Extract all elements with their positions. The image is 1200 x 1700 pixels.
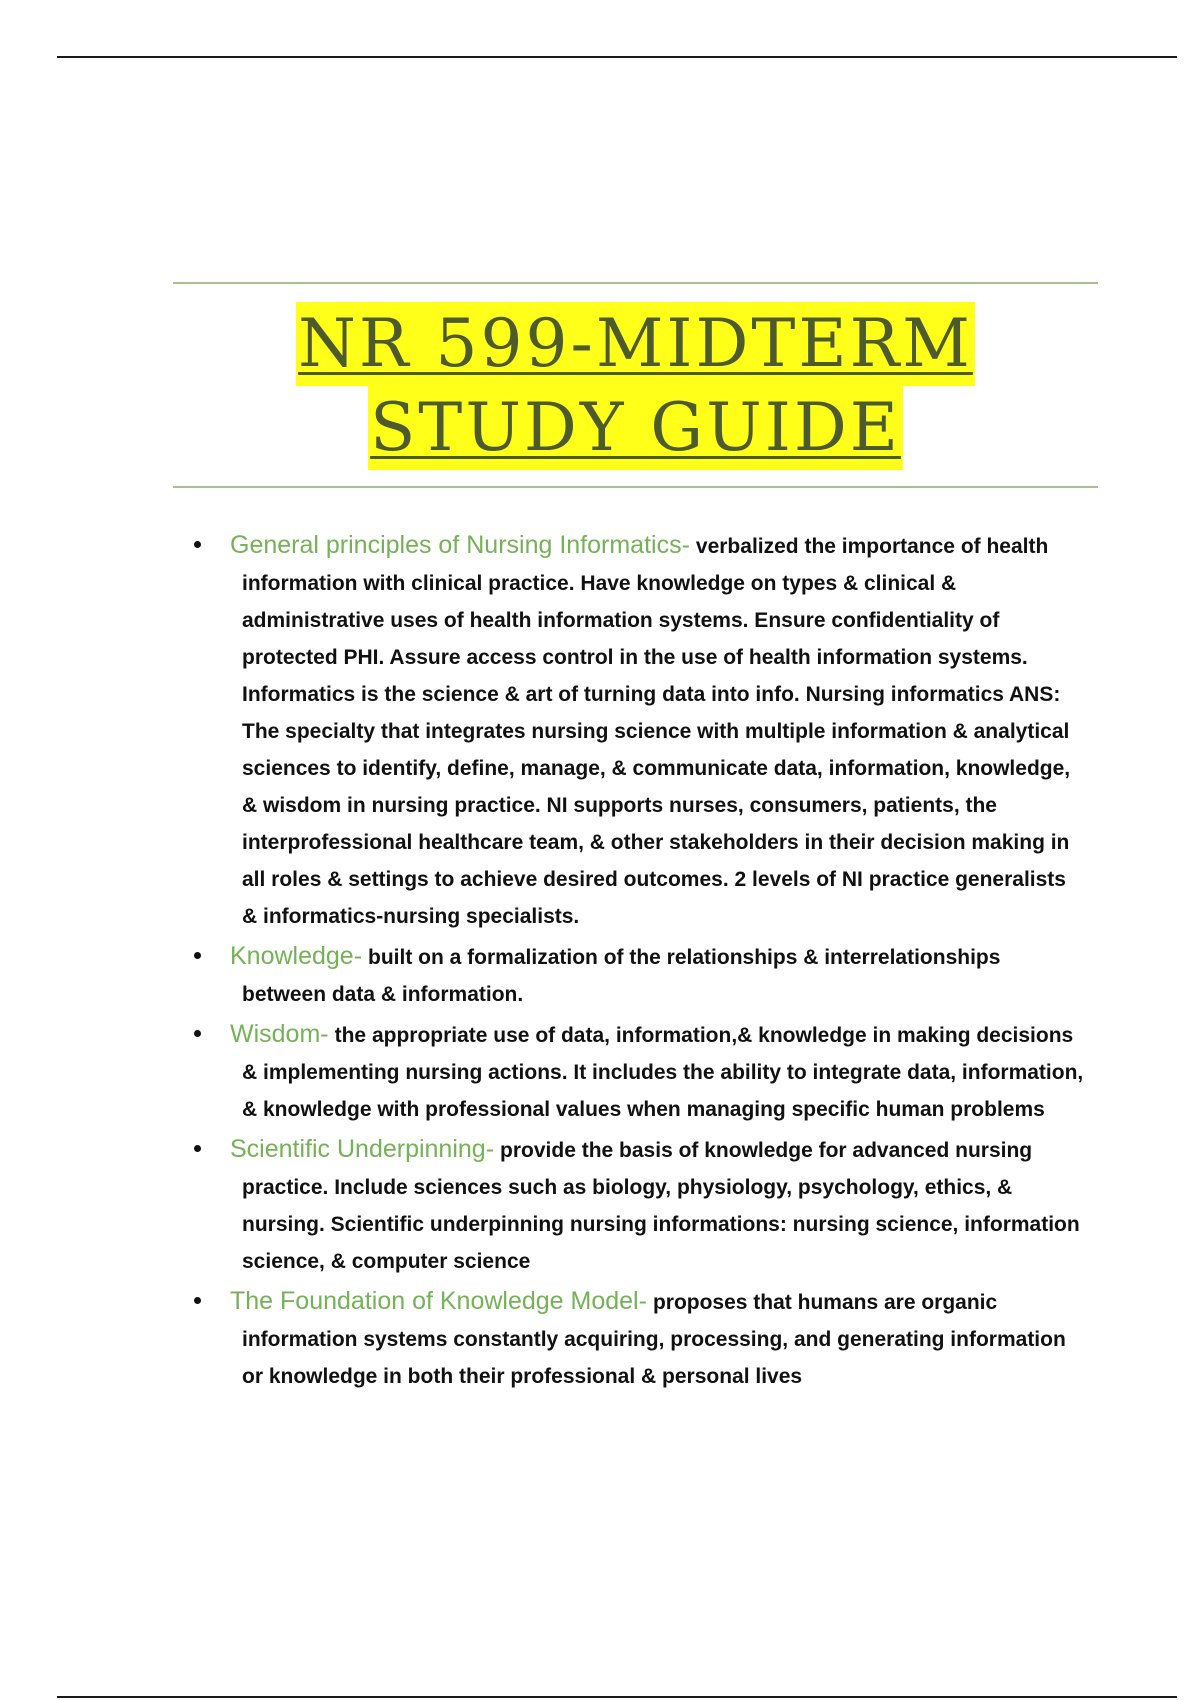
bullet-dot-icon	[194, 952, 201, 959]
bullet-foundation-of-knowledge-model	[183, 1283, 1085, 1395]
bullet-term: Wisdom-	[230, 1020, 329, 1048]
page-bottom-rule	[57, 1696, 1177, 1698]
title-lower-rule	[173, 486, 1098, 488]
document-title	[173, 302, 1098, 470]
bullet-body	[230, 527, 1085, 935]
bullet-body	[230, 1016, 1085, 1128]
bullet-dot-icon	[194, 1030, 201, 1037]
study-guide-bullet-list	[183, 527, 1085, 1398]
bullet-wisdom	[183, 1016, 1085, 1128]
title-block	[173, 282, 1098, 488]
bullet-dot-icon	[194, 1145, 201, 1152]
bullet-dot-icon	[194, 1297, 201, 1304]
title-upper-rule	[173, 282, 1098, 284]
bullet-body	[230, 1283, 1085, 1395]
bullet-nursing-informatics	[183, 527, 1085, 935]
bullet-term: The Foundation of Knowledge Model-	[230, 1287, 647, 1315]
bullet-body	[230, 938, 1085, 1013]
bullet-description: verbalized the importance of health information with clinical practice. Have knowledge on types & clinical & administrative uses of health information systems. Ensure confidentiality of protected PHI. Assure access control in the use of health information systems. Informatics is the science & art of turning data into info. Nursing informatics ANS: The specialty that integrates nursing science with multiple information & analytical sciences to identify, define, manage, & communicate data, information, knowledge, & wisdom in nursing practice. NI supports nurses, consumers, patients, the interprofessional healthcare team, & other stakeholders in their decision making in all roles & settings to achieve desired outcomes. 2 levels of NI practice generalists & informatics-nursing specialists.	[242, 535, 1071, 928]
bullet-body	[230, 1131, 1085, 1280]
bullet-term: Knowledge-	[230, 942, 363, 970]
bullet-term: Scientific Underpinning-	[230, 1135, 495, 1163]
bullet-term: General principles of Nursing Informatics-	[230, 531, 690, 559]
title-line-2: STUDY GUIDE	[368, 386, 903, 470]
bullet-description: the appropriate use of data, information,& knowledge in making decisions & implementing nursing actions. It includes the ability to integrate data, information, & knowledge with professional values when managing specific human problems	[242, 1024, 1084, 1121]
bullet-knowledge	[183, 938, 1085, 1013]
page-top-rule	[57, 56, 1177, 58]
bullet-description: built on a formalization of the relationships & interrelationships between data & information.	[242, 946, 1001, 1006]
bullet-scientific-underpinning	[183, 1131, 1085, 1280]
bullet-description: proposes that humans are organic information systems constantly acquiring, processing, and generating information or knowledge in both their professional & personal lives	[242, 1291, 1066, 1388]
bullet-dot-icon	[194, 541, 201, 548]
title-line-1: NR 599-MIDTERM	[296, 302, 975, 386]
bullet-description: provide the basis of knowledge for advanced nursing practice. Include sciences such as biology, physiology, psychology, ethics, & nursing. Scientific underpinning nursing informations: nursing science, information science, & computer science	[242, 1139, 1080, 1273]
